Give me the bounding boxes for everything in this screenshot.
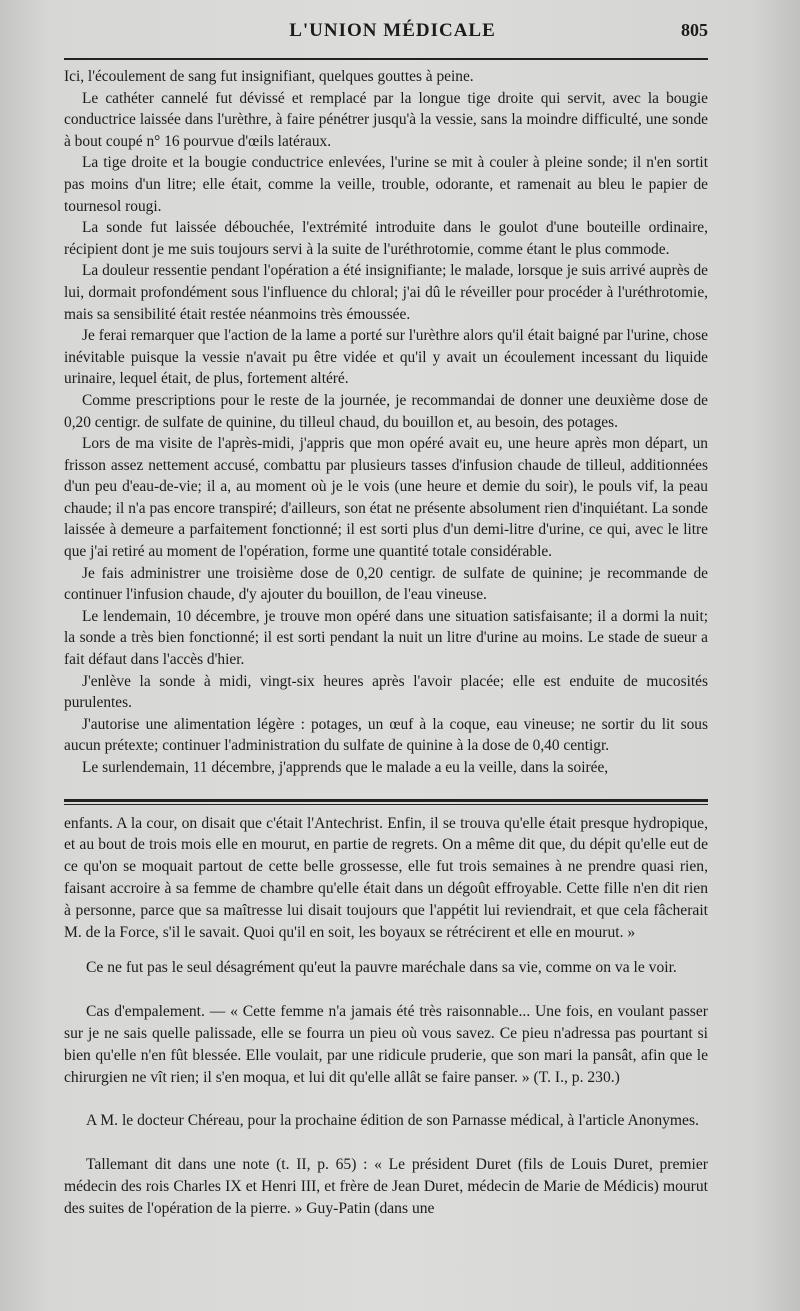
page-number: 805: [681, 20, 708, 40]
feuilleton-divider: [64, 799, 708, 805]
paragraph: La douleur ressentie pendant l'opération a été insignifiante; le malade, lorsque je suis arrivé auprès de lui, dormait profondément sous l'influence du chloral; j'ai dû le réveiller pour procéder à l'uréthrotomie, mais sa sensibilité était restée néanmoins très émoussée.: [64, 262, 708, 323]
paragraph: Tallemant dit dans une note (t. II, p. 65) : « Le président Duret (fils de Louis Duret, premier médecin des rois Charles IX et Henri III, et frère de Jean Duret, médecin de Marie de Médicis) mourut des suites de l'opération de la pierre. » Guy-Patin (dans une: [64, 1156, 708, 1217]
article-body: [64, 66, 708, 779]
running-header: [64, 20, 708, 54]
paragraph: Le surlendemain, 11 décembre, j'apprends que le malade a eu la veille, dans la soirée,: [82, 759, 609, 776]
paragraph: La sonde fut laissée débouchée, l'extrémité introduite dans le goulot d'une bouteille ordinaire, récipient dont je me suis toujours servi à la suite de l'uréthrotomie, comme étant le plus commode.: [64, 219, 708, 258]
feuilleton-body: [64, 813, 708, 1220]
paragraph: Le lendemain, 10 décembre, je trouve mon opéré dans une situation satisfaisante; il a dormi la nuit; la sonde a très bien fonctionné; il est sorti pendant la nuit un litre d'urine au moins. Le stade de sueur a fait défaut dans l'accès d'hier.: [64, 607, 708, 669]
paragraph: Lors de ma visite de l'après-midi, j'appris que mon opéré avait eu, une heure après mon départ, un frisson assez nettement accusé, combattu par plusieurs tasses d'infusion chaude de tilleul, additionnées d'un peu d'eau-de-vie; il a, au moment où je le vois (une heure et demie du soir), le pouls vif, la peau chaude; il n'a pas encore transpiré; d'ailleurs, son état ne présente absolument rien d'inquiétant. La sonde laissée à demeure a parfaitement fonctionné; il est sorti plus d'un demi-litre d'urine, ce qui, avec le litre que j'ai retiré au moment de l'opération, forme une quantité totale considérable.: [64, 435, 708, 561]
paragraph: J'autorise une alimentation légère : potages, un œuf à la coque, eau vineuse; ne sortir du lit sous aucun prétexte; continuer l'administration du sulfate de quinine à la dose de 0,40 centigr.: [64, 715, 708, 755]
paragraph: Le cathéter cannelé fut dévissé et remplacé par la longue tige droite qui servit, avec la bougie conductrice laissée dans l'urèthre, à faire pénétrer jusqu'à la vessie, sans la moindre difficulté, une sonde à bout coupé n° 16 pourvue d'œils latéraux.: [64, 89, 708, 150]
paragraph: J'enlève la sonde à midi, vingt-six heures après l'avoir placée; elle est enduite de mucosités purulentes.: [64, 672, 708, 712]
paragraph: Je fais administrer une troisième dose de 0,20 centigr. de sulfate de quinine; je recommande de continuer l'infusion chaude, d'y ajouter du bouillon, de l'eau vineuse.: [64, 564, 708, 604]
paragraph: La tige droite et la bougie conductrice enlevées, l'urine se mit à couler à pleine sonde; il n'en sortit pas moins d'un litre; elle était, comme la veille, trouble, odorante, et ramenait au bleu le papier de tournesol rougi.: [64, 154, 708, 215]
header-rule: [64, 58, 708, 60]
paragraph: A M. le docteur Chéreau, pour la prochaine édition de son Parnasse médical, à l'article Anonymes.: [86, 1112, 699, 1130]
paragraph: Comme prescriptions pour le reste de la journée, je recommandai de donner une deuxième dose de 0,20 centigr. de sulfate de quinine, du tilleul chaud, du bouillon et, au besoin, des potages.: [64, 391, 708, 431]
journal-title: L'UNION MÉDICALE: [289, 20, 496, 41]
paragraph: Je ferai remarquer que l'action de la lame a porté sur l'urèthre alors qu'il était baigné par l'urine, chose inévitable puisque la vessie n'avait pu être vidée et qu'il y avait un écoulement incessant du liquide urinaire, lequel était, de plus, fortement altéré.: [64, 327, 708, 388]
paragraph: Ici, l'écoulement de sang fut insignifiant, quelques gouttes à peine.: [64, 68, 474, 85]
paragraph: Cas d'empalement. — « Cette femme n'a jamais été très raisonnable... Une fois, en voulant passer sur je ne sais quelle palissade, elle se fourra un pieu où vous savez. Ce pieu n'adressa pas pourtant si bien qu'elle n'en fût blessée. Elle voulait, par une ridicule pruderie, que son mari la pansât, afin que le chirurgien ne vît rien; il s'en moqua, et lui dit qu'elle allât se faire panser. » (T. I., p. 230.): [64, 1003, 708, 1086]
paragraph: enfants. A la cour, on disait que c'était l'Antechrist. Enfin, il se trouva qu'elle était presque hydropique, et au bout de trois mois elle en mourut, en partie de regrets. On a même dit que, du dépit qu'elle eut de ce qu'on se moquait partout de cette belle grossesse, elle fut trois semaines à ne prendre quasi rien, faisant accroire à sa femme de chambre qu'elle était dans un dégoût effroyable. Cette fille n'en dit rien à personne, parce que sa maîtresse lui disait toujours que l'appétit lui reviendrait, et que cela fâcherait M. de la Force, s'il le savait. Quoi qu'il en soit, les boyaux se rétrécirent et elle en mourut. »: [64, 814, 708, 941]
paragraph: Ce ne fut pas le seul désagrément qu'eut la pauvre maréchale dans sa vie, comme on va le voir.: [86, 959, 677, 977]
